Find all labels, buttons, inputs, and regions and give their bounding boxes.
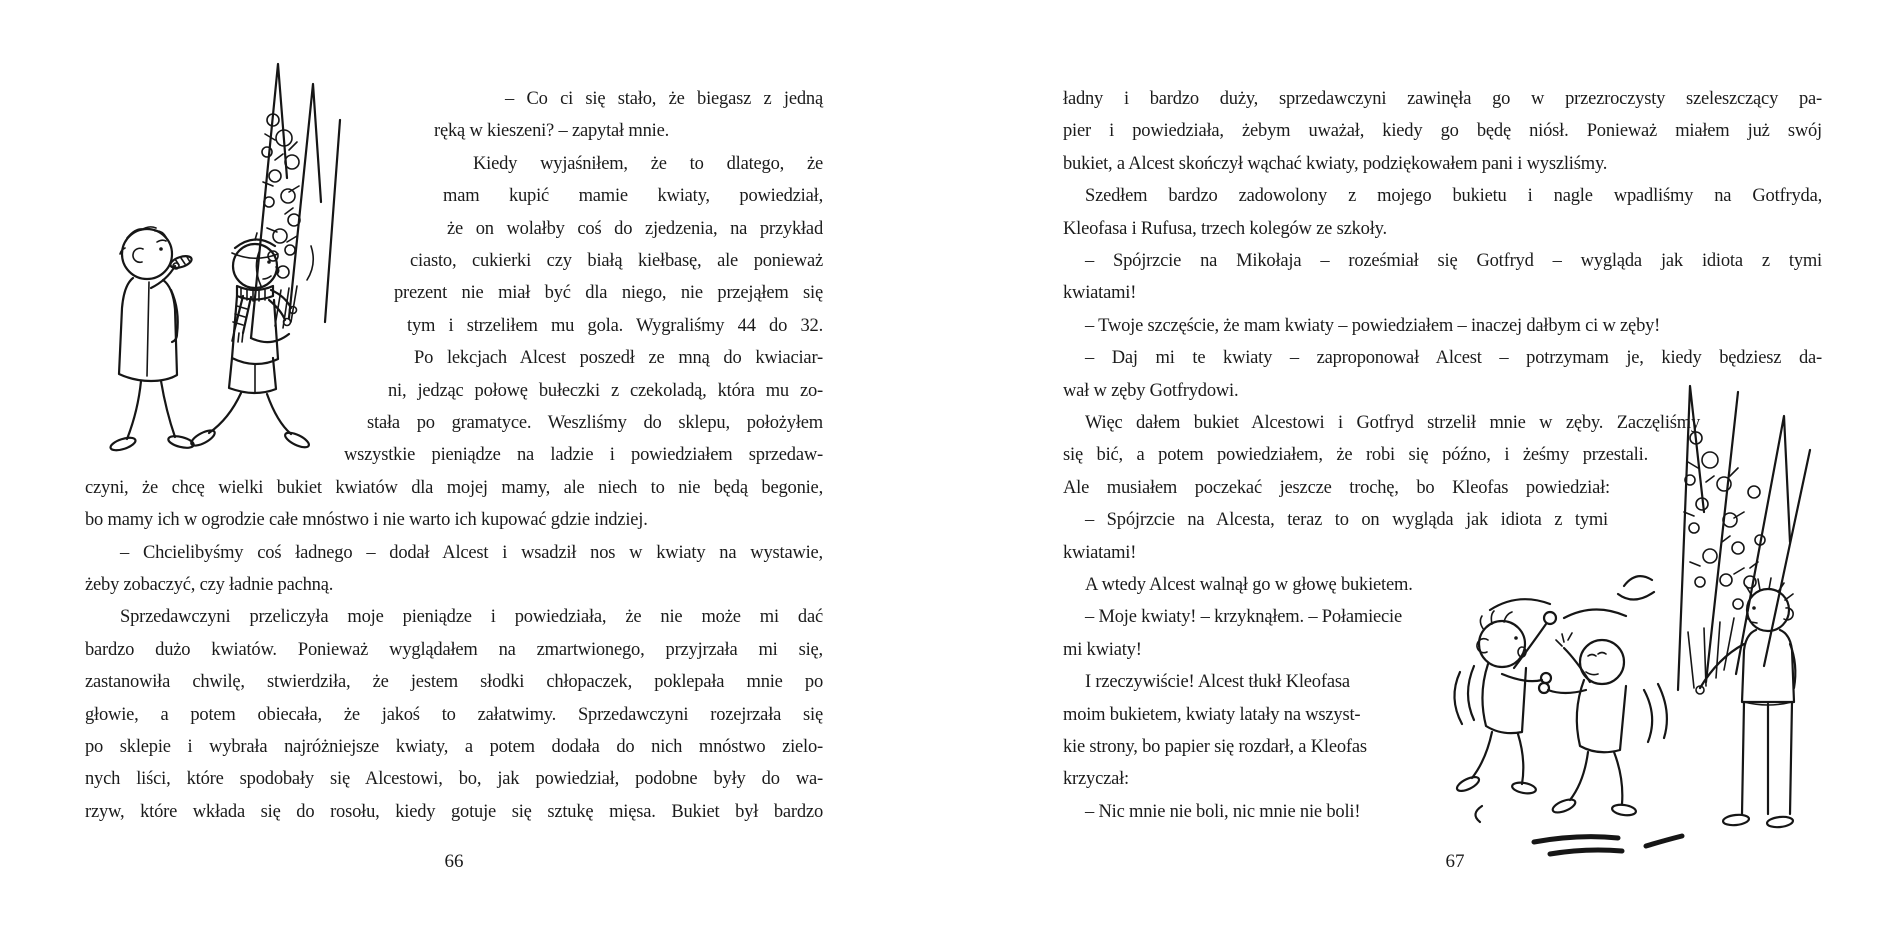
text-line: – Nic mnie nie boli, nic mnie nie boli! — [1085, 802, 1361, 822]
text-line: Kleofasa i Rufusa, trzech kolegów ze szkoły. — [1063, 219, 1387, 239]
text-line: bo mamy ich w ogrodzie całe mnóstwo i nie warto ich kupować gdzie indziej. — [85, 510, 648, 530]
text-line: – Co ci się stało, że biegasz z jedną — [505, 89, 823, 109]
text-line: Po lekcjach Alcest poszedł ze mną do kwiaciar- — [414, 348, 823, 368]
text-line: ręką w kieszeni? – zapytał mnie. — [434, 121, 670, 141]
text-line: prezent nie miał być dla niego, nie przejąłem się — [394, 283, 823, 303]
text-line: tym i strzeliłem mu gola. Wygraliśmy 44 do 32. — [407, 316, 823, 336]
text-line: mi kwiaty! — [1063, 640, 1142, 660]
text-line: Ale musiałem poczekać jeszcze trochę, bo Kleofas powiedział: — [1063, 478, 1610, 498]
fight-sketch — [1438, 372, 1820, 870]
text-line: pier i powiedziała, żebym uważał, kiedy go będę niósł. Ponieważ miałem już swój — [1063, 121, 1822, 141]
text-line: – Chcielibyśmy coś ładnego – dodał Alcest i wsadził nos w kwiaty na wystawie, — [120, 543, 823, 563]
text-line: wał w zęby Gotfrydowi. — [1063, 381, 1239, 401]
text-line: żeby zobaczyć, czy ładnie pachną. — [85, 575, 334, 595]
text-line: się bić, a potem powiedziałem, że robi się późno, i żeśmy przestali. — [1063, 445, 1648, 465]
text-line: wszystkie pieniądze na ladzie i powiedziałem sprzedaw- — [344, 445, 823, 465]
bouquet-carriers-sketch — [85, 50, 345, 482]
text-line: kie strony, bo papier się rozdarł, a Kleofas — [1063, 737, 1367, 757]
text-line: Więc dałem bukiet Alcestowi i Gotfryd strzelił mnie w zęby. Zaczęliśmy — [1085, 413, 1700, 433]
illustration-boys-fighting — [1438, 372, 1820, 870]
text-line: bardzo dużo kwiatów. Ponieważ wyglądałem na zmartwionego, przyjrzała mi się, — [85, 640, 823, 660]
text-line: kwiatami! — [1063, 283, 1137, 303]
text-line: – Twoje szczęście, że mam kwiaty – powiedziałem – inaczej dałbym ci w zęby! — [1085, 316, 1661, 336]
text-line: głowie, a potem obiecała, że jakoś to załatwimy. Sprzedawczyni rozejrzała się — [85, 705, 823, 725]
text-line: – Spójrzcie na Alcesta, teraz to on wygląda jak idiota z tymi — [1085, 510, 1608, 530]
text-line: po sklepie i wybrała najróżniejsze kwiaty, a potem dodała do nich mnóstwo zielo- — [85, 737, 823, 757]
text-line: Sprzedawczyni przeliczyła moje pieniądze i powiedziała, że nie może mi dać — [120, 607, 823, 627]
text-line: A wtedy Alcest walnął go w głowę bukietem. — [1085, 575, 1413, 595]
page-number: 66 — [444, 851, 464, 872]
text-line: ni, jedząc połowę bułeczki z czekoladą, która mu zo- — [388, 381, 823, 401]
boy-holding-bouquet — [1696, 578, 1795, 828]
illustration-boys-with-bouquet — [85, 50, 345, 482]
boy-eating — [109, 227, 195, 453]
text-line: Kiedy wyjaśniłem, że to dlatego, że — [473, 154, 823, 174]
text-line: czyni, że chcę wielki bukiet kwiatów dla mojej mamy, ale niech to nie będą begonie, — [85, 478, 823, 498]
text-line: bukiet, a Alcest skończył wąchać kwiaty, podziękowałem pani i wyszliśmy. — [1063, 154, 1608, 174]
page-number: 67 — [1445, 851, 1465, 872]
text-line: rzyw, które wkłada się do rosołu, kiedy gotuje się sztukę mięsa. Bukiet był bardzo — [85, 802, 823, 822]
text-line: ciasto, cukierki czy białą kiełbasę, ale ponieważ — [410, 251, 823, 271]
text-line: stała po gramatyce. Weszliśmy do sklepu, położyłem — [367, 413, 823, 433]
text-line: – Spójrzcie na Mikołaja – roześmiał się Gotfryd – wygląda jak idiota z tymi — [1085, 251, 1822, 271]
text-line: kwiatami! — [1063, 543, 1137, 563]
text-line: krzyczał: — [1063, 769, 1129, 789]
text-line: Szedłem bardzo zadowolony z mojego bukietu i nagle wpadliśmy na Gotfryda, — [1085, 186, 1822, 206]
text-line: ładny i bardzo duży, sprzedawczyni zawinęła go w przezroczysty szeleszczący pa- — [1063, 89, 1822, 109]
text-line: – Moje kwiaty! – krzyknąłem. – Połamiecie — [1085, 607, 1403, 627]
text-line: I rzeczywiście! Alcest tłukł Kleofasa — [1085, 672, 1350, 692]
boy-carrying-bouquet — [189, 233, 311, 450]
text-line: – Daj mi te kwiaty – zaproponował Alcest – potrzymam je, kiedy będziesz da- — [1085, 348, 1822, 368]
text-line: nych liści, które spodobały się Alcestowi, bo, jak powiedział, podobne były do wa- — [85, 769, 823, 789]
text-line: zastanowiła chwilę, stwierdziła, że jestem słodki chłopaczek, poklepała mnie po — [85, 672, 823, 692]
flying-hat — [1618, 576, 1654, 599]
fighting-boys — [1455, 576, 1654, 816]
text-line: mam kupić mamie kwiaty, powiedział, — [443, 186, 823, 206]
text-line: że on wolałby coś do zjedzenia, na przykład — [447, 219, 823, 239]
text-line: moim bukietem, kwiaty latały na wszyst- — [1063, 705, 1361, 725]
